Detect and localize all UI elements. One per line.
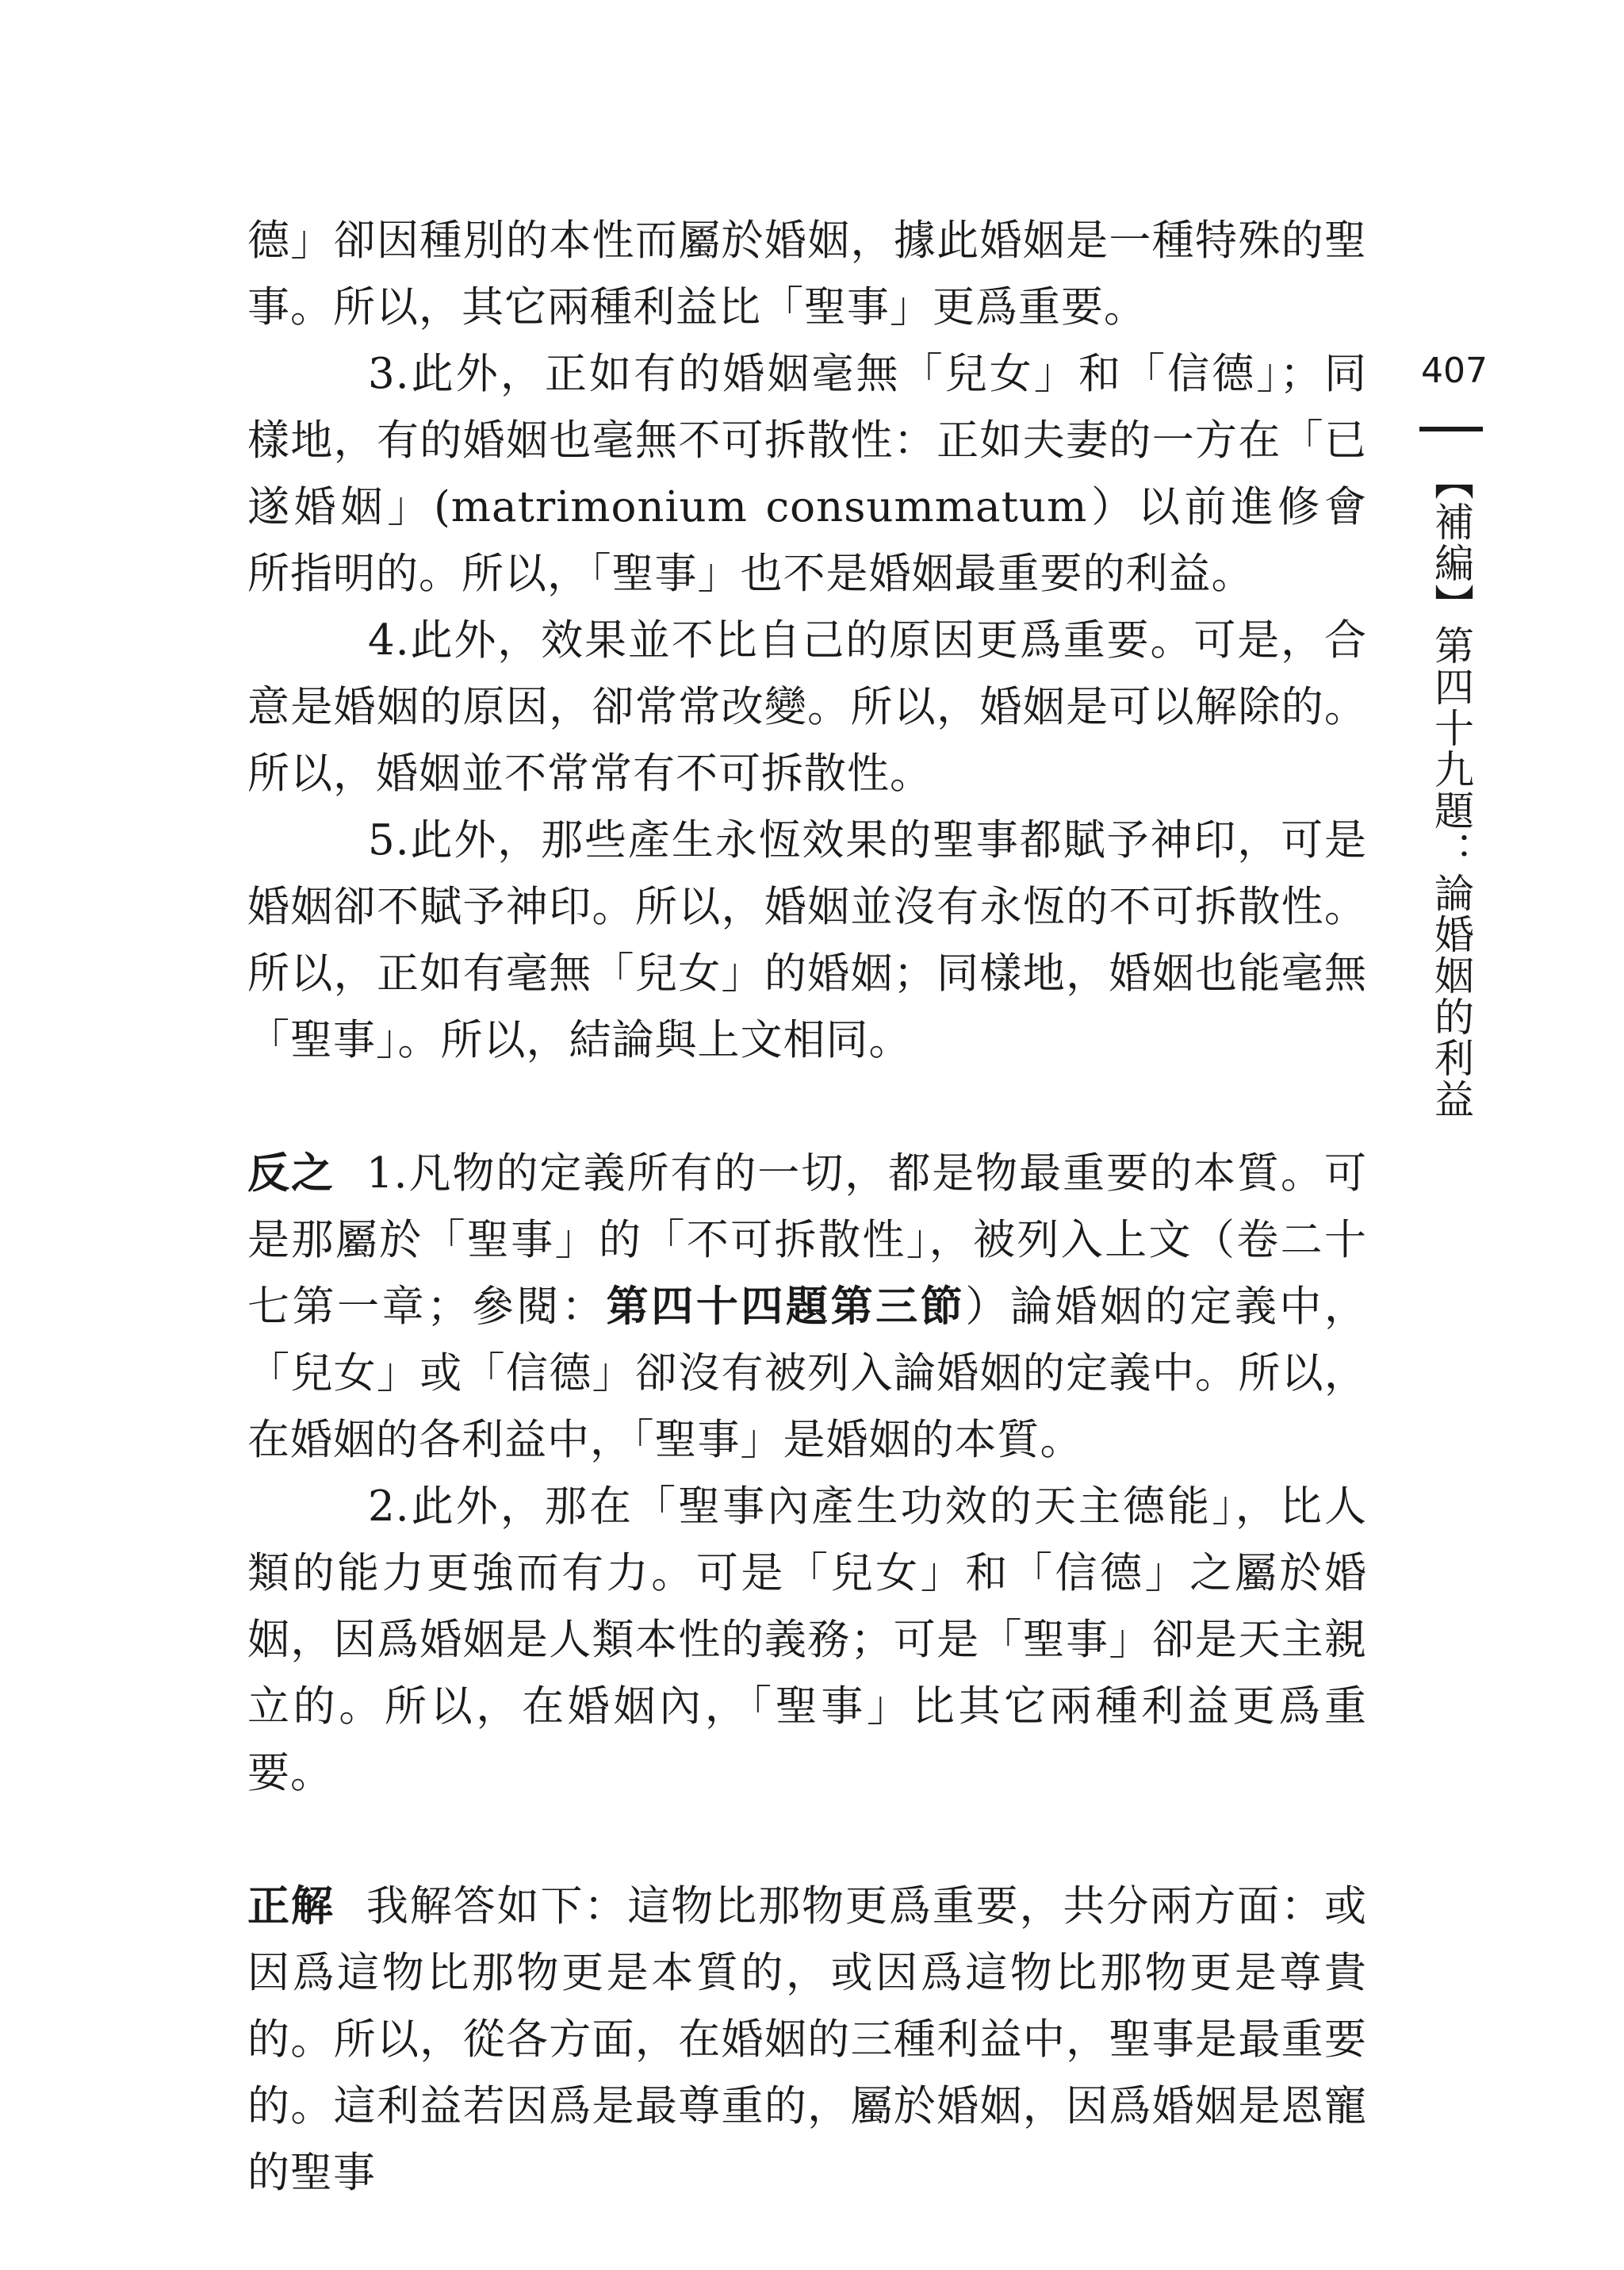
respondeo-label: 正解: [247, 1882, 335, 1931]
respondeo-text: 我解答如下：這物比那物更爲重要，共分兩方面：或因爲這物比那物更是本質的，或因爲這物比那物更是尊貴的。所以，從各方面，在婚姻的三種利益中，聖事是最重要的。這利益若因爲是最尊重的，屬於婚姻，因爲婚姻是恩寵的聖事: [247, 1882, 1368, 2197]
paragraph-continuation: 德」卻因種別的本性而屬於婚姻，據此婚姻是一種特殊的聖事。所以，其它兩種利益比「聖事」更爲重要。: [247, 217, 1367, 332]
margin-rule: [1419, 427, 1483, 431]
sed-contra-label: 反之: [247, 1149, 335, 1198]
sed-contra-text-b: ）論婚姻的定義中，「兒女」或「信德」卻沒有被列入論婚姻的定義中。所以，在婚姻的各利益中，「聖事」是婚姻的本質。: [247, 1283, 1368, 1464]
paragraph-objection-3: 3.此外，正如有的婚姻毫無「兒女」和「信德」；同樣地，有的婚姻也毫無不可拆散性：正如夫妻的一方在「已遂婚姻」(matrimonium consummatum）以前進修會所指明的。所以，「聖事」也不是婚姻最重要的利益。: [247, 350, 1367, 598]
cross-reference: 第四十四題第三節: [606, 1283, 966, 1331]
page-number: 407: [1421, 351, 1488, 391]
paragraph-sed-contra-2: 2.此外，那在「聖事內產生功效的天主德能」，比人類的能力更強而有力。可是「兒女」和「信德」之屬於婚姻，因爲婚姻是人類本性的義務；可是「聖事」卻是天主親立的。所以，在婚姻內，「聖事」比其它兩種利益更爲重要。: [247, 1482, 1367, 1797]
paragraph-sed-contra-1: [247, 1141, 1367, 1474]
running-head: 【補編】第四十九題：論婚姻的利益: [1428, 460, 1474, 1120]
paragraph-objection-5: 5.此外，那些產生永恆效果的聖事都賦予神印，可是婚姻卻不賦予神印。所以，婚姻並沒有永恆的不可拆散性。所以，正如有毫無「兒女」的婚姻；同樣地，婚姻也能毫無「聖事」。所以，結論與上文相同。: [247, 816, 1367, 1064]
paragraph-respondeo: [247, 1873, 1367, 2207]
sed-contra-text-a: 1.凡物的定義所有的一切，都是物最重要的本質。可是那屬於「聖事」的「不可拆散性」，被列入上文（卷二十七第一章；參閱：: [247, 1149, 1367, 1331]
main-text: [247, 208, 1367, 2207]
paragraph-objection-4: 4.此外，效果並不比自己的原因更爲重要。可是，合意是婚姻的原因，卻常常改變。所以，婚姻是可以解除的。所以，婚姻並不常常有不可拆散性。: [247, 616, 1367, 798]
